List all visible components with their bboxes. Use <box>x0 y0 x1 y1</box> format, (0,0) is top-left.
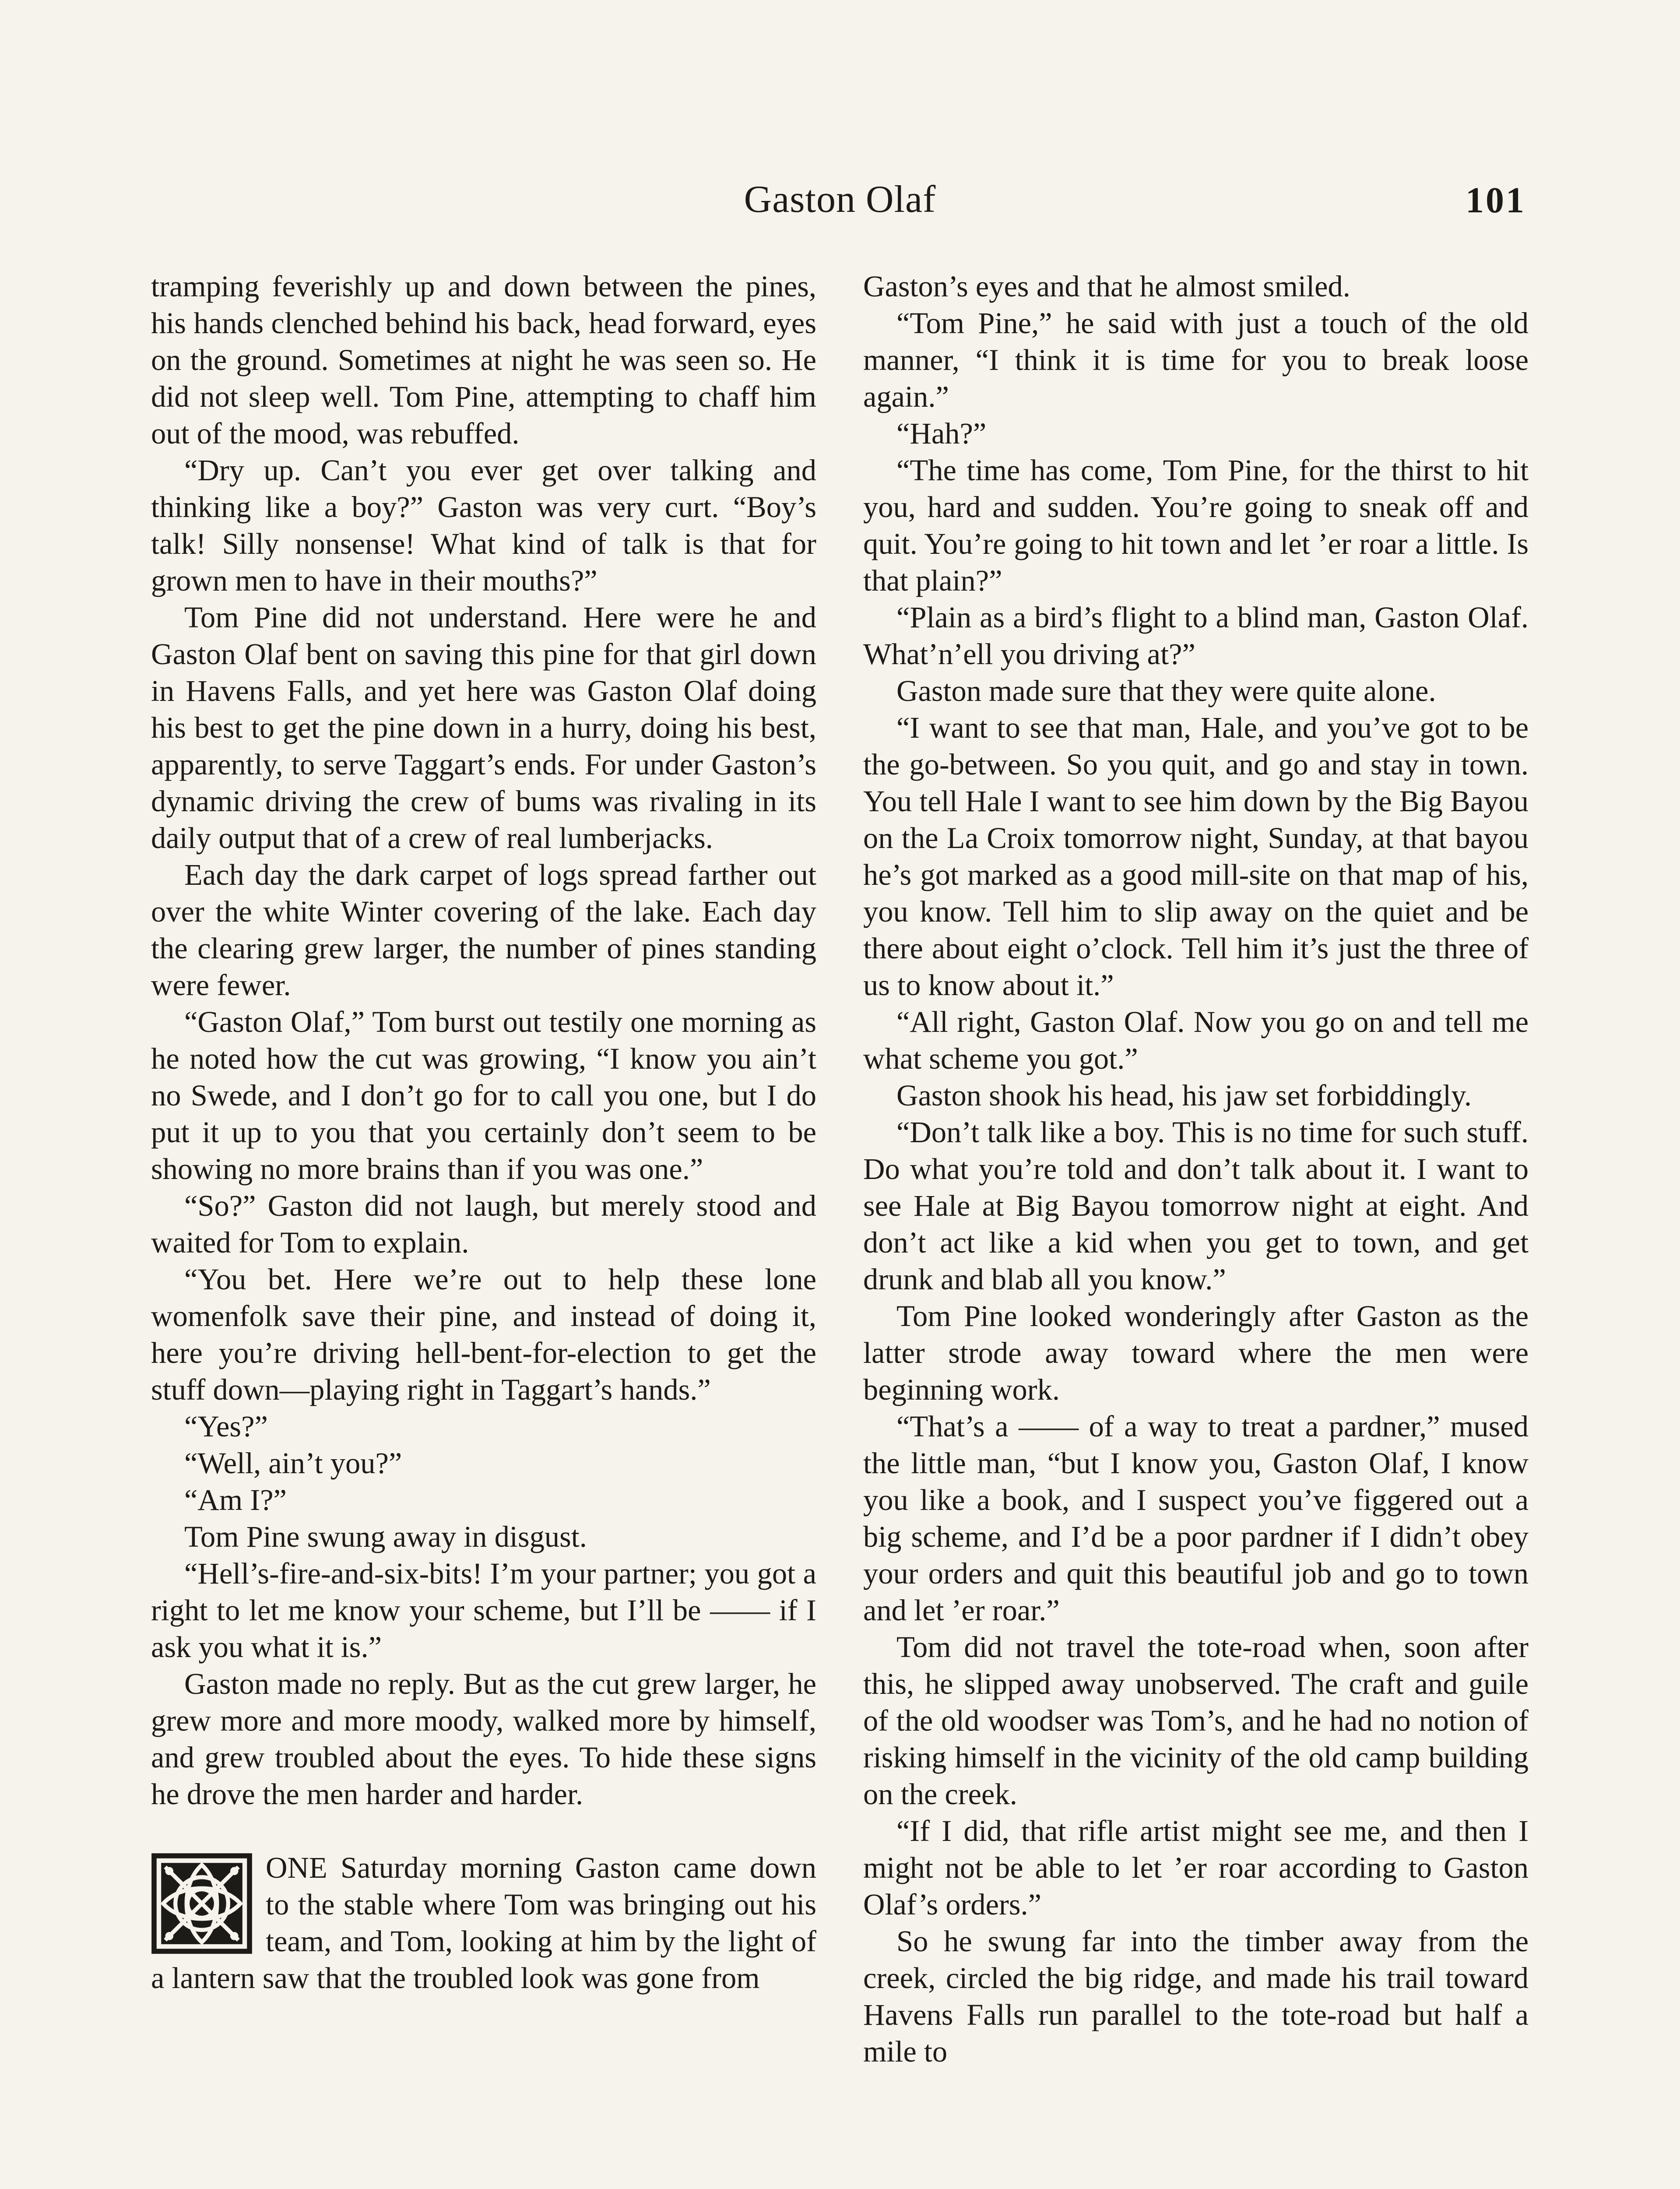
paragraph: Tom did not travel the tote-road when, soon after this, he slipped away unobserved. The craft and guile of the old woodser was Tom’s, and he had no notion of risking himself in the vicinity of the old camp building on the creek. <box>863 1630 1529 1811</box>
paragraph: “You bet. Here we’re out to help these lone womenfolk save their pine, and instead of doing it, here you’re driving hell-bent-for-election to get the stuff down—playing right in Taggart’s hands.” <box>151 1263 816 1406</box>
paragraph: “I want to see that man, Hale, and you’ve got to be the go-between. So you quit, and go and stay in town. You tell Hale I want to see him down by the Big Bayou on the La Croix tomorrow night, Sunday, at that bayou he’s got marked as a good mill-site on that map of his, you know. Tell him to slip away on the quiet and be there about eight o’clock. Tell him it’s just the three of us to know about it.” <box>863 711 1529 1002</box>
paragraph: “Plain as a bird’s flight to a blind man, Gaston Olaf. What’n’ell you driving at?” <box>863 601 1529 671</box>
paragraph: “The time has come, Tom Pine, for the thirst to hit you, hard and sudden. You’re going to sneak off and quit. You’re going to hit town and let ’er roar a little. Is that plain?” <box>863 454 1529 597</box>
paragraph: “Dry up. Can’t you ever get over talking and thinking like a boy?” Gaston was very curt. “Boy’s talk! Silly nonsense! What kind of talk is that for grown men to have in their mouths?” <box>151 454 816 597</box>
paragraph: “Don’t talk like a boy. This is no time for such stuff. Do what you’re told and don’t talk about it. I want to see Hale at Big Bayou tomorrow night at eight. And don’t act like a kid when you get to town, and get drunk and blab all you know.” <box>863 1116 1529 1296</box>
paragraph: tramping feverishly up and down between the pines, his hands clenched behind his back, head forward, eyes on the ground. Sometimes at night he was seen so. He did not sleep well. Tom Pine, attempting to chaff him out of the mood, was rebuffed. <box>151 270 816 450</box>
paragraph: Gaston shook his head, his jaw set forbiddingly. <box>896 1079 1472 1112</box>
celtic-knot-ornament-icon <box>151 1852 253 1955</box>
paragraph: “Tom Pine,” he said with just a touch of the old manner, “I think it is time for you to break loose again.” <box>863 306 1529 413</box>
paragraph: Tom Pine did not understand. Here were he and Gaston Olaf bent on saving this pine for that girl down in Havens Falls, and yet here was Gaston Olaf doing his best to get the pine down in a hurry, doing his best, apparently, to serve Taggart’s ends. For under Gaston’s dynamic driving the crew of bums was rivaling in its daily output that of a crew of real lumberjacks. <box>151 601 816 855</box>
paragraph: “Gaston Olaf,” Tom burst out testily one morning as he noted how the cut was growing, “I know you ain’t no Swede, and I don’t go for to call you one, but I do put it up to you that you certainly don’t seem to be showing no more brains than if you was one.” <box>151 1005 816 1186</box>
page-header <box>0 177 1680 225</box>
paragraph: “If I did, that rifle artist might see me, and then I might not be able to let ’er roar according to Gaston Olaf’s orders.” <box>863 1814 1529 1921</box>
paragraph: “All right, Gaston Olaf. Now you go on and tell me what scheme you got.” <box>863 1005 1529 1075</box>
paragraph: “That’s a —— of a way to treat a pardner,” mused the little man, “but I know you, Gaston Olaf, I know you like a book, and I suspect you’ve figgered out a big scheme, and I’d be a poor pardner if I didn’t obey your orders and quit this beautiful job and go to town and let ’er roar.” <box>863 1410 1529 1627</box>
paragraph: Tom Pine swung away in disgust. <box>184 1520 587 1553</box>
paragraph: “Am I?” <box>184 1483 287 1517</box>
paragraph: Tom Pine looked wonderingly after Gaston as the latter strode away toward where the men were beginning work. <box>863 1299 1529 1406</box>
paragraph: “Hell’s-fire-and-six-bits! I’m your partner; you got a right to let me know your scheme, but I’ll be —— if I ask you what it is.” <box>151 1557 816 1664</box>
left-column <box>151 268 816 1996</box>
running-title: Gaston Olaf <box>744 178 936 221</box>
paragraph: Each day the dark carpet of logs spread farther out over the white Winter covering of the lake. Each day the clearing grew larger, the number of pines standing were fewer. <box>151 858 816 1002</box>
page-number: 101 <box>1466 180 1526 221</box>
paragraph: Gaston made sure that they were quite alone. <box>896 674 1436 707</box>
paragraph: “So?” Gaston did not laugh, but merely stood and waited for Tom to explain. <box>151 1189 816 1259</box>
paragraph: “Yes?” <box>184 1410 268 1443</box>
paragraph: Gaston’s eyes and that he almost smiled. <box>863 270 1350 303</box>
paragraph: Gaston made no reply. But as the cut grew larger, he grew more and more moody, walked more by himself, and grew troubled about the eyes. To hide these signs he drove the men harder and harder. <box>151 1667 816 1811</box>
section-opening-paragraph: ONE Saturday morning Gaston came down to the stable where Tom was bringing out his team, and Tom, looking at him by the light of a lantern saw that the troubled look was gone from <box>151 1851 816 1995</box>
right-column <box>863 268 1529 2070</box>
section-break <box>151 1812 816 1849</box>
section-opening <box>151 1849 816 1996</box>
paragraph: So he swung far into the timber away from the creek, circled the big ridge, and made his trail toward Havens Falls run parallel to the tote-road but half a mile to <box>863 1925 1529 2068</box>
paragraph: “Well, ain’t you?” <box>184 1446 402 1480</box>
paragraph: “Hah?” <box>896 417 987 450</box>
